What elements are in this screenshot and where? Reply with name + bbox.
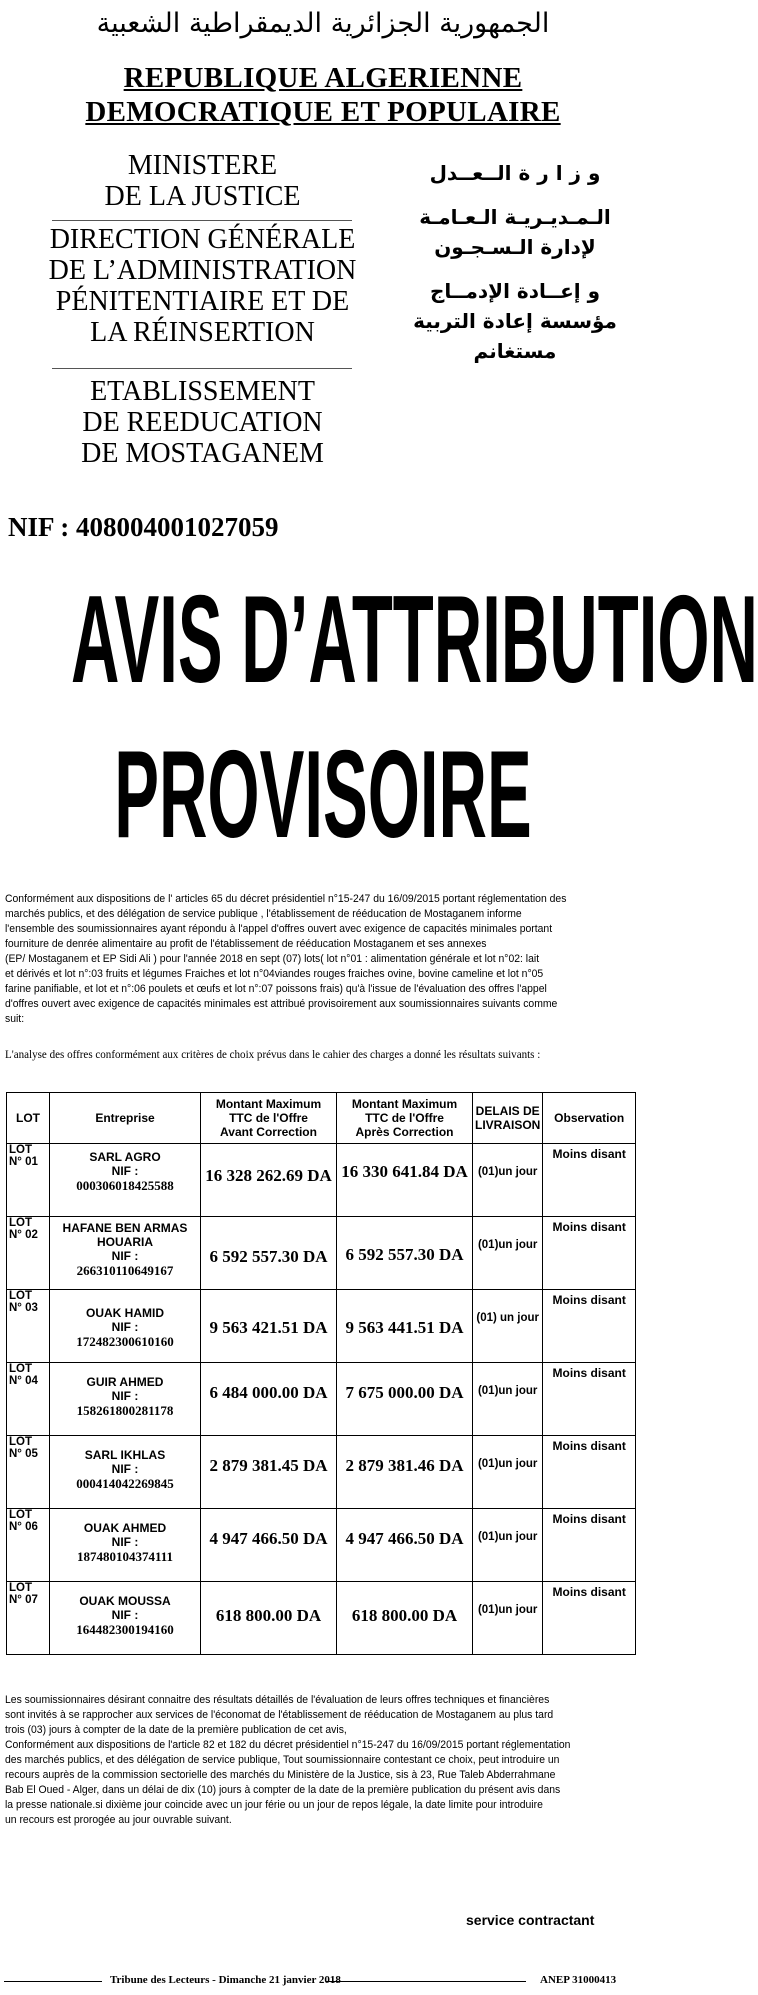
header-observation: Observation bbox=[543, 1093, 636, 1144]
footer-source: Tribune des Lecteurs - Dimanche 21 janvier 2018 bbox=[110, 1974, 341, 1986]
lot-label: LOT bbox=[9, 1509, 32, 1521]
header-avant bbox=[201, 1093, 337, 1144]
lot-cell bbox=[7, 1144, 50, 1217]
delay-cell bbox=[473, 1144, 543, 1217]
table-row bbox=[7, 1363, 636, 1436]
intro-line: (EP/ Mostaganem et EP Sidi Ali ) pour l'année 2018 en sept (07) lots( lot n°01 : alimentation générale et lot n°02: lait bbox=[5, 953, 540, 965]
entreprise-nif: 000306018425588 bbox=[76, 1178, 174, 1193]
amount-after: 6 592 557.30 DA bbox=[345, 1245, 464, 1264]
direction-line: DE L’ADMINISTRATION bbox=[48, 255, 357, 286]
table-row bbox=[7, 1436, 636, 1509]
footer-rule bbox=[4, 1981, 102, 1982]
entreprise-cell bbox=[50, 1436, 201, 1509]
intro-line: d'offres ouvert avec exigence de capacités minimales est attribué provisoirement aux soumissionnaires suivants comme bbox=[5, 998, 558, 1010]
header-apres-line: Montant Maximum bbox=[351, 1097, 458, 1111]
nif-label: NIF : bbox=[111, 1462, 139, 1476]
outro-line: recours auprès de la commission sectorielle des marchés du Ministère de la Justice, sis à 23, Rue Taleb Abderrahmane bbox=[5, 1769, 556, 1781]
entreprise-cell bbox=[50, 1582, 201, 1655]
direction-line: DIRECTION GÉNÉRALE bbox=[49, 224, 356, 255]
entreprise-cell bbox=[50, 1217, 201, 1290]
lot-number: N° 01 bbox=[9, 1156, 38, 1168]
observation: Moins disant bbox=[552, 1512, 626, 1526]
entreprise-cell bbox=[50, 1144, 201, 1217]
etablissement-line: DE REEDUCATION bbox=[82, 407, 323, 438]
observation: Moins disant bbox=[552, 1585, 626, 1599]
lot-number: N° 02 bbox=[9, 1229, 38, 1241]
direction-line: PÉNITENTIAIRE ET DE bbox=[55, 286, 350, 317]
amount-before-cell bbox=[201, 1217, 337, 1290]
nif-label: NIF : bbox=[111, 1389, 139, 1403]
amount-after-cell bbox=[337, 1582, 473, 1655]
amount-before-cell bbox=[201, 1582, 337, 1655]
header-apres bbox=[337, 1093, 473, 1144]
delivery-delay: (01)un jour bbox=[477, 1604, 538, 1616]
entreprise-nif: 000414042269845 bbox=[76, 1476, 174, 1491]
divider bbox=[52, 368, 352, 369]
intro-line: fourniture de denrée alimentaire au profit de l'établissement de rééducation Mostaganem et ses annexes bbox=[5, 938, 487, 950]
observation: Moins disant bbox=[552, 1147, 626, 1161]
footer bbox=[0, 1974, 646, 1990]
entreprise-name: SARL IKHLAS bbox=[84, 1448, 166, 1462]
amount-before: 4 947 466.50 DA bbox=[209, 1529, 328, 1548]
observation-cell bbox=[543, 1290, 636, 1363]
direction-block bbox=[0, 224, 405, 348]
outro-paragraph bbox=[5, 1693, 636, 1828]
amount-after-cell bbox=[337, 1144, 473, 1217]
arabic-ministry-block bbox=[400, 158, 630, 366]
intro-line: et dérivés et lot n°:03 fruits et légumes Fraiches et lot n°04viandes rouges fraiches ovine, bovine cameline et lot n°05 bbox=[5, 968, 544, 980]
outro-line: un recours est prorogée au jour ouvrable suivant. bbox=[5, 1814, 232, 1826]
amount-before: 618 800.00 DA bbox=[215, 1606, 322, 1625]
analyse-sentence: L'analyse des offres conformément aux critères de choix prévus dans le cahier des charges a donné les résultats suivants : bbox=[5, 1049, 541, 1061]
observation-cell bbox=[543, 1509, 636, 1582]
entreprise-name-line2: HOUARIA bbox=[97, 1235, 153, 1249]
amount-before-cell bbox=[201, 1436, 337, 1509]
observation-cell bbox=[543, 1217, 636, 1290]
nif-label: NIF : bbox=[111, 1164, 139, 1178]
lot-cell bbox=[7, 1217, 50, 1290]
intro-line: suit: bbox=[5, 1013, 25, 1025]
observation: Moins disant bbox=[552, 1366, 626, 1380]
outro-line: des marchés publics, et des délégation de service publique, Tout soumissionnaire contestant ce choix, peut introduire un bbox=[5, 1754, 560, 1766]
entreprise-nif: 266310110649167 bbox=[76, 1263, 174, 1278]
amount-after: 4 947 466.50 DA bbox=[345, 1529, 464, 1548]
arabic-republic-title: الجمهورية الجزائرية الديمقراطية الشعبية bbox=[96, 8, 550, 39]
table-row bbox=[7, 1582, 636, 1655]
table-header-row bbox=[7, 1093, 636, 1144]
amount-before-cell bbox=[201, 1363, 337, 1436]
entreprise-cell bbox=[50, 1509, 201, 1582]
republic-title-line1: REPUBLIQUE ALGERIENNE bbox=[123, 62, 523, 94]
amount-before: 6 484 000.00 DA bbox=[209, 1383, 328, 1402]
table-row bbox=[7, 1217, 636, 1290]
entreprise-cell bbox=[50, 1363, 201, 1436]
observation-cell bbox=[543, 1582, 636, 1655]
amount-before: 16 328 262.69 DA bbox=[205, 1166, 332, 1185]
delay-cell bbox=[473, 1582, 543, 1655]
delivery-delay: (01)un jour bbox=[477, 1239, 538, 1251]
entreprise-name: SARL AGRO bbox=[89, 1150, 161, 1164]
lot-label: LOT bbox=[9, 1436, 32, 1448]
lot-cell bbox=[7, 1436, 50, 1509]
outro-line: Bab El Oued - Alger, dans un délai de dix (10) jours à compter de la date de la première publication du présent avis dans bbox=[5, 1784, 561, 1796]
table-row bbox=[7, 1290, 636, 1363]
intro-line: farine panifiable, et lot et n°:06 poulets et œufs et lot n°:07 poissons frais) qu'à l'issue de l'évaluation des offres l'appel bbox=[5, 983, 547, 995]
lot-cell bbox=[7, 1582, 50, 1655]
divider bbox=[52, 220, 352, 221]
header-delais bbox=[473, 1093, 543, 1144]
intro-line: l'ensemble des soumissionnaires ayant répondu à l'appel d'offres ouvert avec exigence de capacités minimales portant bbox=[5, 923, 553, 935]
lot-cell bbox=[7, 1509, 50, 1582]
amount-after-cell bbox=[337, 1217, 473, 1290]
outro-line: la presse nationale.si dixième jour coincide avec un jour férie ou un jour de repos légale, la date limite pour introduire bbox=[5, 1799, 543, 1811]
republic-title-line2: DEMOCRATIQUE ET POPULAIRE bbox=[85, 96, 561, 128]
entreprise-name: OUAK MOUSSA bbox=[79, 1594, 171, 1608]
lot-label: LOT bbox=[9, 1290, 32, 1302]
header-lot: LOT bbox=[7, 1093, 50, 1144]
lot-label: LOT bbox=[9, 1144, 32, 1156]
delay-cell bbox=[473, 1436, 543, 1509]
header-avant-line: TTC de l'Offre bbox=[229, 1111, 308, 1125]
header-apres-line: Après Correction bbox=[355, 1125, 454, 1139]
amount-after-cell bbox=[337, 1436, 473, 1509]
observation-cell bbox=[543, 1363, 636, 1436]
entreprise-cell bbox=[50, 1290, 201, 1363]
title-line2: PROVISOIRE bbox=[114, 725, 532, 865]
lot-label: LOT bbox=[9, 1582, 32, 1594]
delay-cell bbox=[473, 1217, 543, 1290]
amount-after-cell bbox=[337, 1509, 473, 1582]
delay-cell bbox=[473, 1363, 543, 1436]
lot-cell bbox=[7, 1290, 50, 1363]
title-line1: AVIS D’ATTRIBUTION bbox=[71, 570, 758, 710]
direction-line: LA RÉINSERTION bbox=[90, 317, 315, 348]
entreprise-name: OUAK HAMID bbox=[86, 1306, 164, 1320]
outro-line: Les soumissionnaires désirant connaitre des résultats détaillés de l'évaluation de leurs offres techniques et financières bbox=[5, 1694, 550, 1706]
delivery-delay: (01)un jour bbox=[477, 1458, 538, 1470]
amount-after-cell bbox=[337, 1290, 473, 1363]
amount-after-cell bbox=[337, 1363, 473, 1436]
lot-number: N° 06 bbox=[9, 1521, 38, 1533]
lot-cell bbox=[7, 1363, 50, 1436]
footer-rule bbox=[326, 1981, 526, 1982]
amount-before: 2 879 381.45 DA bbox=[209, 1456, 328, 1475]
etablissement-line: ETABLISSEMENT bbox=[90, 376, 315, 407]
etablissement-block bbox=[0, 376, 405, 469]
arabic-line: الـمـديـريـة الـعـامـة bbox=[419, 205, 611, 229]
nif-label: NIF : bbox=[111, 1320, 139, 1334]
entreprise-name: GUIR AHMED bbox=[86, 1375, 164, 1389]
intro-paragraph bbox=[5, 892, 636, 1027]
header-apres-line: TTC de l'Offre bbox=[365, 1111, 444, 1125]
nif-label: NIF : bbox=[111, 1249, 139, 1263]
amount-after: 7 675 000.00 DA bbox=[345, 1383, 464, 1402]
entreprise-name: OUAK AHMED bbox=[83, 1521, 167, 1535]
delay-cell bbox=[473, 1290, 543, 1363]
nif-label: NIF : bbox=[111, 1535, 139, 1549]
results-table bbox=[6, 1092, 636, 1655]
header-avant-line: Montant Maximum bbox=[215, 1097, 322, 1111]
etablissement-line: DE MOSTAGANEM bbox=[81, 438, 324, 469]
outro-line: sont invités à se rapprocher aux services de l'économat de l'établissement de rééducation de Mostaganem au plus tard bbox=[5, 1709, 554, 1721]
amount-after: 9 563 441.51 DA bbox=[345, 1318, 464, 1337]
outro-line: trois (03) jours à compter de la date de la première publication de cet avis, bbox=[5, 1724, 347, 1736]
observation-cell bbox=[543, 1144, 636, 1217]
entreprise-nif: 158261800281178 bbox=[76, 1403, 174, 1418]
amount-before-cell bbox=[201, 1144, 337, 1217]
service-contractant-signature: service contractant bbox=[466, 1912, 595, 1928]
lot-number: N° 04 bbox=[9, 1375, 38, 1387]
observation: Moins disant bbox=[552, 1439, 626, 1453]
nif-label: NIF : bbox=[111, 1608, 139, 1622]
ministry-line: MINISTERE bbox=[127, 150, 278, 181]
arabic-line: مؤسسة إعادة التربية مستغانم bbox=[413, 309, 617, 363]
ministry-line: DE LA JUSTICE bbox=[104, 181, 301, 212]
arabic-line: و إعــادة الإدمــاج bbox=[429, 279, 601, 303]
amount-after: 618 800.00 DA bbox=[351, 1606, 458, 1625]
amount-after: 2 879 381.46 DA bbox=[345, 1456, 464, 1475]
entreprise-nif: 164482300194160 bbox=[76, 1622, 174, 1637]
intro-line: Conformément aux dispositions de l' articles 65 du décret présidentiel n°15-247 du 16/09/2015 portant réglementation des bbox=[5, 893, 567, 905]
entreprise-name: HAFANE BEN ARMAS bbox=[62, 1221, 188, 1235]
delivery-delay: (01)un jour bbox=[477, 1531, 538, 1543]
header-entreprise: Entreprise bbox=[50, 1093, 201, 1144]
delivery-delay: (01)un jour bbox=[477, 1385, 538, 1397]
footer-anep: ANEP 31000413 bbox=[540, 1974, 617, 1986]
amount-after: 16 330 641.84 DA bbox=[341, 1162, 468, 1181]
intro-line: marchés publics, et des délégation de service publique , l'établissement de rééducation de Mostaganem informe bbox=[5, 908, 522, 920]
entreprise-nif: 187480104374111 bbox=[76, 1549, 174, 1564]
lot-label: LOT bbox=[9, 1217, 32, 1229]
header-avant-line: Avant Correction bbox=[220, 1125, 317, 1139]
outro-line: Conformément aux dispositions de l'article 82 et 182 du décret présidentiel n°15-247 du 16/09/2015 portant réglementation bbox=[5, 1739, 571, 1751]
delivery-delay: (01) un jour bbox=[476, 1312, 539, 1324]
observation: Moins disant bbox=[552, 1220, 626, 1234]
header-delais-line: DELAIS DE bbox=[475, 1104, 540, 1118]
delivery-delay: (01)un jour bbox=[477, 1166, 538, 1178]
lot-number: N° 03 bbox=[9, 1302, 38, 1314]
amount-before-cell bbox=[201, 1290, 337, 1363]
lot-number: N° 05 bbox=[9, 1448, 38, 1460]
delay-cell bbox=[473, 1509, 543, 1582]
observation: Moins disant bbox=[552, 1293, 626, 1307]
arabic-line: لإدارة الـسـجـون bbox=[434, 235, 596, 259]
amount-before-cell bbox=[201, 1509, 337, 1582]
table-row bbox=[7, 1144, 636, 1217]
amount-before: 6 592 557.30 DA bbox=[209, 1247, 328, 1266]
observation-cell bbox=[543, 1436, 636, 1509]
ministry-block bbox=[0, 150, 405, 212]
amount-before: 9 563 421.51 DA bbox=[209, 1318, 328, 1337]
nif-number: NIF : 408004001027059 bbox=[8, 512, 279, 542]
lot-number: N° 07 bbox=[9, 1594, 38, 1606]
arabic-line: و ز ا ر ة الــعــدل bbox=[429, 161, 601, 185]
header-delais-line: LIVRAISON bbox=[475, 1118, 541, 1132]
entreprise-nif: 172482300610160 bbox=[76, 1334, 174, 1349]
lot-label: LOT bbox=[9, 1363, 32, 1375]
table-row bbox=[7, 1509, 636, 1582]
